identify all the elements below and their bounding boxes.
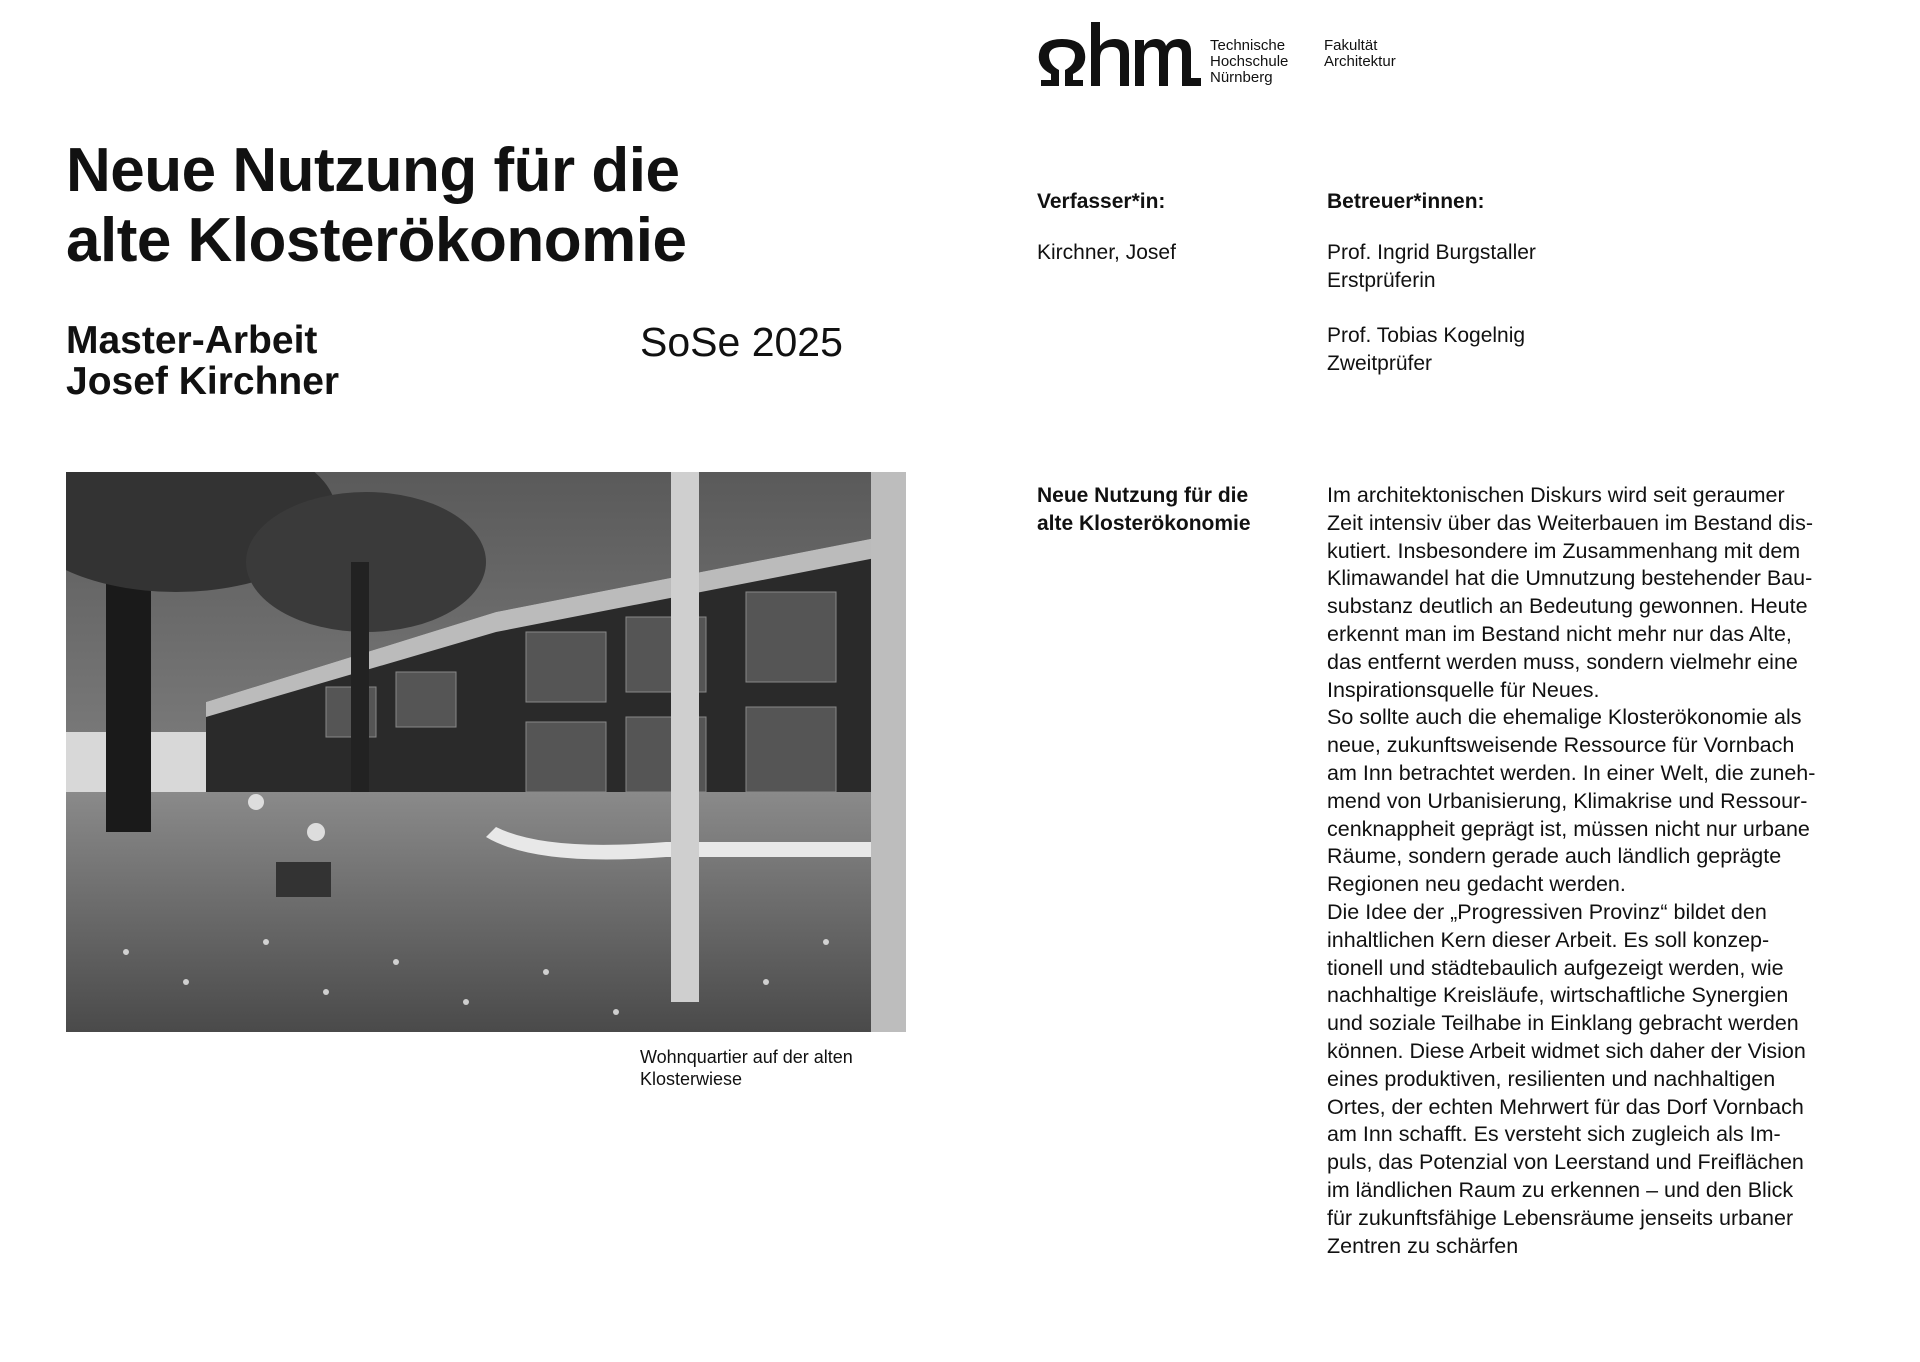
subtitle [66, 320, 339, 402]
caption-line: Klosterwiese [640, 1069, 743, 1089]
abstract-line: puls, das Potenzial von Leerstand und Freiflächen [1327, 1150, 1804, 1175]
faculty-name [1324, 38, 1396, 70]
abstract-line: Räume, sondern gerade auch ländlich geprägte [1327, 844, 1782, 869]
abstract-line: Zeit intensiv über das Weiterbauen im Bestand dis- [1327, 510, 1813, 535]
supervisor-name: Prof. Ingrid Burgstaller [1327, 241, 1536, 264]
abstract-line: am Inn betrachtet werden. In einer Welt, die zuneh- [1327, 760, 1816, 785]
abstract-line: das entfernt werden muss, sondern vielmehr eine [1327, 649, 1798, 674]
abstract-line: mend von Urbanisierung, Klimakrise und Ressour- [1327, 788, 1808, 813]
abstract-line: Die Idee der „Progressiven Provinz“ bildet den [1327, 899, 1767, 924]
abstract-line: erkennt man im Bestand nicht mehr nur das Alte, [1327, 621, 1792, 646]
institution-name [1210, 38, 1288, 86]
abstract-line: und soziale Teilhabe in Einklang gebracht werden [1327, 1011, 1799, 1036]
abstract-line: nachhaltige Kreisläufe, wirtschaftliche Synergien [1327, 983, 1789, 1008]
institution-line: Nürnberg [1210, 69, 1273, 86]
page-title [66, 136, 686, 276]
abstract-heading-line: Neue Nutzung für die [1037, 484, 1249, 507]
ohm-logo [1037, 22, 1202, 86]
title-line: Neue Nutzung für die [66, 136, 680, 205]
abstract-line: cenknappheit geprägt ist, müssen nicht nur urbane [1327, 816, 1810, 841]
image-caption [640, 1046, 853, 1090]
faculty-line: Architektur [1324, 53, 1396, 70]
supervisors-label: Betreuer*innen: [1327, 190, 1485, 213]
abstract-text [1327, 482, 1815, 1260]
supervisor-name: Prof. Tobias Kogelnig [1327, 324, 1526, 347]
abstract-line: eines produktiven, resilienten und nachhaltigen [1327, 1066, 1776, 1091]
abstract-line: Im architektonischen Diskurs wird seit geraumer [1327, 483, 1785, 507]
author-value: Kirchner, Josef [1037, 241, 1176, 264]
institution-line: Hochschule [1210, 53, 1289, 70]
supervisor-role: Erstprüferin [1327, 269, 1436, 292]
faculty-line: Fakultät [1324, 37, 1378, 54]
abstract-line: inhaltlichen Kern dieser Arbeit. Es soll konzep- [1327, 927, 1770, 952]
rendering-illustration [66, 472, 906, 1032]
abstract-heading-line: alte Klosterökonomie [1037, 512, 1251, 535]
abstract-line: am Inn schafft. Es versteht sich zugleich als Im- [1327, 1122, 1781, 1147]
abstract-line: Ortes, der echten Mehrwert für das Dorf Vornbach [1327, 1094, 1804, 1119]
abstract-line: neue, zukunftsweisende Ressource für Vornbach [1327, 733, 1795, 758]
abstract-line: tionell und städtebaulich aufgezeigt werden, wie [1327, 955, 1784, 980]
abstract-line: Inspirationsquelle für Neues. [1327, 677, 1600, 702]
abstract-line: kutiert. Insbesondere im Zusammenhang mit dem [1327, 538, 1801, 563]
abstract-line: Klimawandel hat die Umnutzung bestehender Bau- [1327, 566, 1813, 591]
abstract-line: Regionen neu gedacht werden. [1327, 872, 1626, 897]
abstract-line: substanz deutlich an Bedeutung gewonnen. Heute [1327, 594, 1808, 619]
author-label: Verfasser*in: [1037, 190, 1166, 213]
thesis-type: Master-Arbeit [66, 319, 318, 362]
caption-line: Wohnquartier auf der alten [640, 1047, 853, 1067]
rendering-image [66, 472, 906, 1032]
abstract-heading [1037, 482, 1251, 538]
abstract-line: So sollte auch die ehemalige Klosterökonomie als [1327, 705, 1802, 730]
abstract-line: im ländlichen Raum zu erkennen – und den Blick [1327, 1177, 1794, 1202]
supervisor-role: Zweitprüfer [1327, 352, 1433, 375]
supervisor-2 [1327, 322, 1525, 378]
title-line: alte Klosterökonomie [66, 206, 687, 275]
semester: SoSe 2025 [640, 319, 843, 365]
supervisor-1 [1327, 239, 1536, 295]
institution-line: Technische [1210, 37, 1286, 54]
abstract-line: Zentren zu schärfen [1327, 1233, 1519, 1258]
abstract-line: können. Diese Arbeit widmet sich daher der Vision [1327, 1038, 1806, 1063]
abstract-line: für zukunftsfähige Lebensräume jenseits urbaner [1327, 1205, 1794, 1230]
author-name: Josef Kirchner [66, 360, 340, 403]
